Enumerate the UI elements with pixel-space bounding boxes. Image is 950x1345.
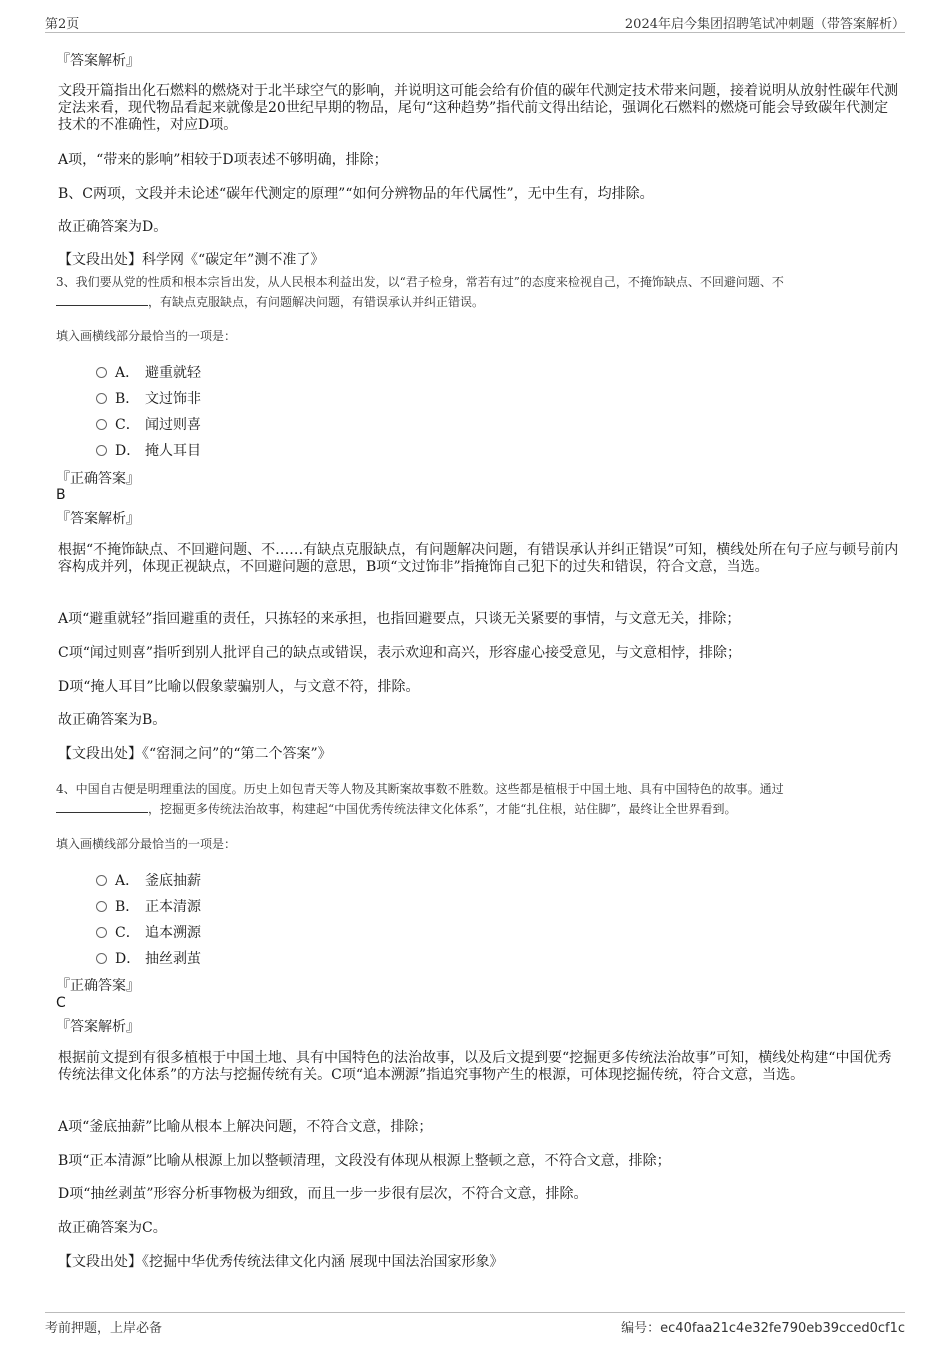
page-number: 第2页	[45, 17, 80, 32]
analysis-conclusion: 故正确答案为C。	[58, 1220, 167, 1236]
radio-icon[interactable]	[96, 367, 107, 378]
analysis-paragraph: D项“抽丝剥茧”形容分析事物极为细致，而且一步一步很有层次，不符合文意，排除。	[58, 1186, 588, 1202]
question-stem	[56, 779, 898, 819]
option-text: 掩人耳目	[145, 443, 201, 459]
analysis-paragraph: D项“掩人耳目”比喻以假象蒙骗别人，与文意不符，排除。	[58, 679, 420, 695]
radio-icon[interactable]	[96, 419, 107, 430]
fill-blank	[56, 800, 148, 813]
analysis-paragraph: 根据前文提到有很多植根于中国土地、具有中国特色的法治故事，以及后文提到要“挖掘更多传统法治故事”可知，横线处构建“中国优秀传统法律文化体系”的方法与挖掘传统有关。C项“追本溯源”指追究事物产生的根源，可体现挖掘传统，符合文意，当选。	[58, 1050, 892, 1083]
question-prompt: 填入画横线部分最恰当的一项是：	[56, 329, 237, 343]
radio-icon[interactable]	[96, 393, 107, 404]
question-stem-line: ，有缺点克服缺点，有问题解决问题，有错误承认并纠正错误。	[148, 295, 485, 309]
option-text: 文过饰非	[145, 391, 201, 407]
option-c[interactable]	[96, 414, 201, 434]
analysis-paragraph: A项，“带来的影响”相较于D项表述不够明确，排除；	[58, 152, 388, 168]
analysis-paragraph: 文段开篇指出化石燃料的燃烧对于北半球空气的影响，并说明这可能会给有价值的碳年代测定技术带来问题，接着说明从放射性碳年代测定法来看，现代物品看起来就像是20世纪早期的物品，尾句“这种趋势”指代前文得出结论，强调化石燃料的燃烧可能会导致碳年代测定技术的不准确性，对应D项。	[58, 83, 898, 133]
analysis-conclusion: 故正确答案为B。	[58, 712, 167, 728]
document-code	[621, 1317, 905, 1336]
correct-answer: C	[56, 995, 66, 1011]
radio-icon[interactable]	[96, 901, 107, 912]
correct-answer: B	[56, 487, 66, 503]
option-text: 闻过则喜	[145, 417, 201, 433]
analysis-paragraph: A项“釜底抽薪”比喻从根本上解决问题，不符合文意，排除；	[58, 1119, 433, 1135]
radio-icon[interactable]	[96, 927, 107, 938]
question-stem-line: 4、中国自古便是明理重法的国度。历史上如包青天等人物及其断案故事数不胜数。这些都是植根于中国土地、具有中国特色的故事。通过	[56, 782, 784, 796]
source-citation: 【文段出处】科学网《“碳定年”测不准了》	[58, 252, 325, 268]
page-header	[45, 10, 905, 33]
option-a[interactable]	[96, 362, 201, 382]
question-stem-line: 3、我们要从党的性质和根本宗旨出发，从人民根本利益出发，以“君子检身，常若有过”的态度来检视自己，不掩饰缺点、不回避问题、不	[56, 275, 784, 289]
analysis-paragraph: B、C两项，文段并未论述“碳年代测定的原理”“如何分辨物品的年代属性”，无中生有，均排除。	[58, 186, 654, 202]
analysis-paragraph: 根据“不掩饰缺点、不回避问题、不……有缺点克服缺点，有问题解决问题，有错误承认并纠正错误”可知，横线处所在句子应与顿号前内容构成并列，体现正视缺点，不回避问题的意思，B项“文过饰非”指掩饰自己犯下的过失和错误，符合文意，当选。	[58, 542, 899, 575]
option-b[interactable]	[96, 896, 201, 916]
radio-icon[interactable]	[96, 445, 107, 456]
radio-icon[interactable]	[96, 953, 107, 964]
question-stem-line-2	[56, 799, 898, 819]
code-value: ec40faa21c4e32fe790eb39cced0cf1c	[660, 1321, 905, 1336]
option-text: 追本溯源	[145, 925, 201, 941]
analysis-paragraph: A项“避重就轻”指回避重的责任，只拣轻的来承担，也指回避要点，只谈无关紧要的事情，与文意无关，排除；	[58, 611, 741, 627]
analysis-conclusion: 故正确答案为D。	[58, 219, 168, 235]
option-a[interactable]	[96, 870, 201, 890]
analysis-paragraph: B项“正本清源”比喻从根源上加以整顿清理，文段没有体现从根源上整顿之意，不符合文意，排除；	[58, 1153, 671, 1169]
option-text: 避重就轻	[145, 365, 201, 381]
correct-answer-label: 『正确答案』	[56, 471, 140, 487]
option-letter: B．	[115, 391, 140, 407]
source-citation: 【文段出处】《挖掘中华优秀传统法律文化内涵 展现中国法治国家形象》	[58, 1254, 504, 1270]
question-stem-line: ，挖掘更多传统法治故事，构建起“中国优秀传统法律文化体系”，才能“扎住根，站住脚”，最终让全世界看到。	[148, 802, 737, 816]
page-footer	[45, 1312, 905, 1337]
code-label: 编号：	[621, 1321, 661, 1336]
question-prompt: 填入画横线部分最恰当的一项是：	[56, 837, 237, 851]
question-stem-line-2	[56, 292, 898, 312]
option-letter: C．	[115, 925, 140, 941]
correct-answer-label: 『正确答案』	[56, 978, 140, 994]
document-title: 2024年启今集团招聘笔试冲刺题（带答案解析）	[624, 17, 905, 32]
option-letter: C．	[115, 417, 140, 433]
option-letter: D．	[115, 443, 141, 459]
option-letter: A．	[115, 873, 140, 889]
fill-blank	[56, 293, 148, 306]
option-letter: D．	[115, 951, 141, 967]
option-d[interactable]	[96, 948, 201, 968]
option-c[interactable]	[96, 922, 201, 942]
analysis-label: 『答案解析』	[56, 53, 140, 69]
option-d[interactable]	[96, 440, 201, 460]
footer-slogan: 考前押题，上岸必备	[45, 1321, 163, 1336]
option-letter: B．	[115, 899, 140, 915]
option-b[interactable]	[96, 388, 201, 408]
option-letter: A．	[115, 365, 140, 381]
analysis-paragraph: C项“闻过则喜”指听到别人批评自己的缺点或错误，表示欢迎和高兴，形容虚心接受意见，与文意相悖，排除；	[58, 645, 742, 661]
option-text: 釜底抽薪	[145, 873, 201, 889]
question-stem	[56, 272, 898, 312]
source-citation: 【文段出处】《“窑洞之问”的“第二个答案”》	[58, 746, 332, 762]
analysis-label: 『答案解析』	[56, 1019, 140, 1035]
analysis-label: 『答案解析』	[56, 511, 140, 527]
radio-icon[interactable]	[96, 875, 107, 886]
option-text: 正本清源	[145, 899, 201, 915]
option-text: 抽丝剥茧	[145, 951, 201, 967]
